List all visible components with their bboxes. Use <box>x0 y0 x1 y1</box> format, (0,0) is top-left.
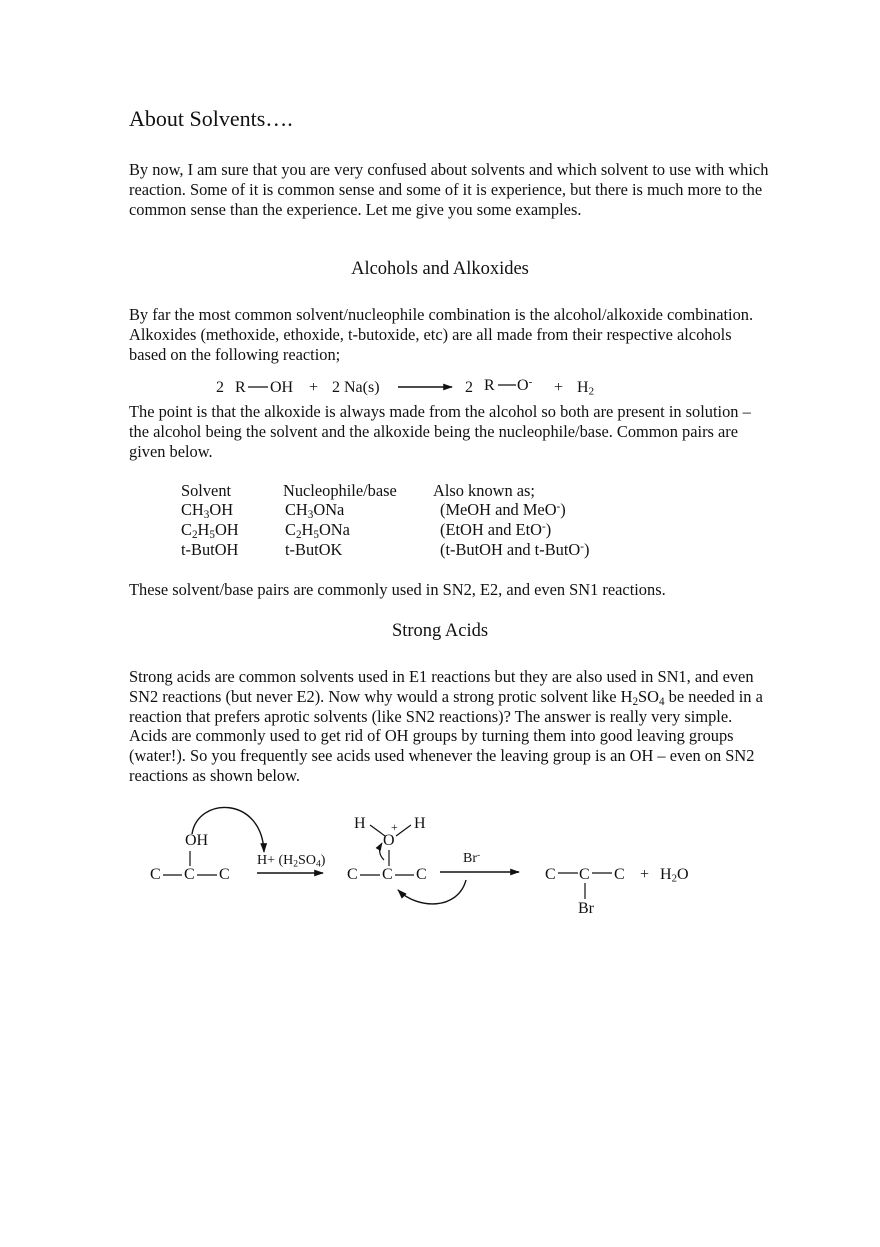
carbon-2: C <box>184 866 195 883</box>
pairs-usage-paragraph: These solvent/base pairs are commonly used in SN2, E2, and even SN1 reactions. <box>129 580 666 599</box>
product-r: R <box>484 377 495 394</box>
alcohols-paragraph: By far the most common solvent/nucleophile combination is the alcohol/alkoxide combination. Alkoxides (methoxide, ethoxide, t-butoxide, etc) are all made from their respective alcohols based on the following reaction; <box>129 305 754 364</box>
acid-reagent: $H+ (H_2SO_4)$ <box>257 853 326 870</box>
header-nucleophile: Nucleophile/base <box>283 481 397 500</box>
product-water: $H_2O$ <box>660 866 689 885</box>
intermediate-carbon-1: C <box>347 866 358 883</box>
row1-nucleophile: $CH_3ONa$ <box>285 500 345 521</box>
plus-sign-2: + <box>554 379 564 396</box>
heading-alcohols: Alcohols and Alkoxides <box>351 259 529 279</box>
product-carbon-3: C <box>614 866 625 883</box>
hydrogen-gas: $H_2$ <box>577 379 594 398</box>
row2-solvent: $C_2H_5OH$ <box>181 520 239 541</box>
oxonium-o: O <box>383 832 395 849</box>
page-title: About Solvents…. <box>129 106 293 131</box>
intermediate-carbon-2: C <box>382 866 393 883</box>
row3-solvent: t-ButOH <box>181 540 239 559</box>
protonation-curved-arrow <box>192 807 264 852</box>
carbon-3: C <box>219 866 230 883</box>
nucleophile-curved-arrow <box>398 880 466 904</box>
carbon-1: C <box>150 866 161 883</box>
heading-strong-acids: Strong Acids <box>391 621 489 641</box>
product-plus: + <box>640 866 650 883</box>
leaving-group-arrow <box>380 843 384 860</box>
row2-nucleophile: $C_2H_5ONa$ <box>285 520 350 541</box>
product-carbon-2: C <box>579 866 590 883</box>
product-alkoxide: O- <box>517 376 533 394</box>
plus-sign: + <box>309 379 319 396</box>
reactant-r: R <box>235 379 246 396</box>
bond-o-h-left <box>370 825 385 836</box>
alcohol-oh: OH <box>185 832 209 849</box>
bromide-reagent: Br- <box>463 850 481 866</box>
row3-aka: (t-ButOH and t-ButO-) <box>440 540 590 559</box>
reactant-oh: OH <box>270 379 294 396</box>
product-coefficient: 2 <box>465 379 473 396</box>
oxonium-h-right: H <box>414 815 426 832</box>
header-solvent: Solvent <box>181 481 232 500</box>
product-br: Br <box>578 900 594 917</box>
bond-o-h-right <box>396 825 411 836</box>
intermediate-carbon-3: C <box>416 866 427 883</box>
row2-aka: (EtOH and EtO-) <box>440 520 552 539</box>
oxonium-h-left: H <box>354 815 366 832</box>
product-carbon-1: C <box>545 866 556 883</box>
row1-aka: (MeOH and MeO-) <box>440 500 566 519</box>
header-aka: Also known as; <box>433 481 535 500</box>
sodium-reagent: 2 Na(s) <box>332 379 380 396</box>
alkoxide-explanation: The point is that the alkoxide is always made from the alcohol so both are present in solution – the alcohol being the solvent and the alkoxide being the nucleophile/base. Common pairs are given below. <box>129 402 751 461</box>
reactant-coefficient: 2 <box>216 379 224 396</box>
strong-acids-paragraph: Strong acids are common solvents used in E1 reactions but they are also used in SN1, and even SN2 reactions (but never E2). Now why would a strong protic solvent like $H_2SO_4$ be needed in a reaction that prefers aprotic solvents (like SN2 reactions)? The answer is really very simple. Acids are commonly used to get rid of OH groups by turning them into good leaving groups (water!). So you frequently see acids used whenever the leaving group is an OH – even on SN2 reactions as shown below. <box>129 667 763 785</box>
row3-nucleophile: t-ButOK <box>285 540 343 559</box>
intro-paragraph: By now, I am sure that you are very confused about solvents and which solvent to use with which reaction. Some of it is common sense and some of it is experience, but there is much more to the common sense than the experience. Let me give you some examples. <box>129 160 769 219</box>
row1-solvent: $CH_3OH$ <box>181 500 234 521</box>
oxonium-plus: + <box>391 820 398 834</box>
